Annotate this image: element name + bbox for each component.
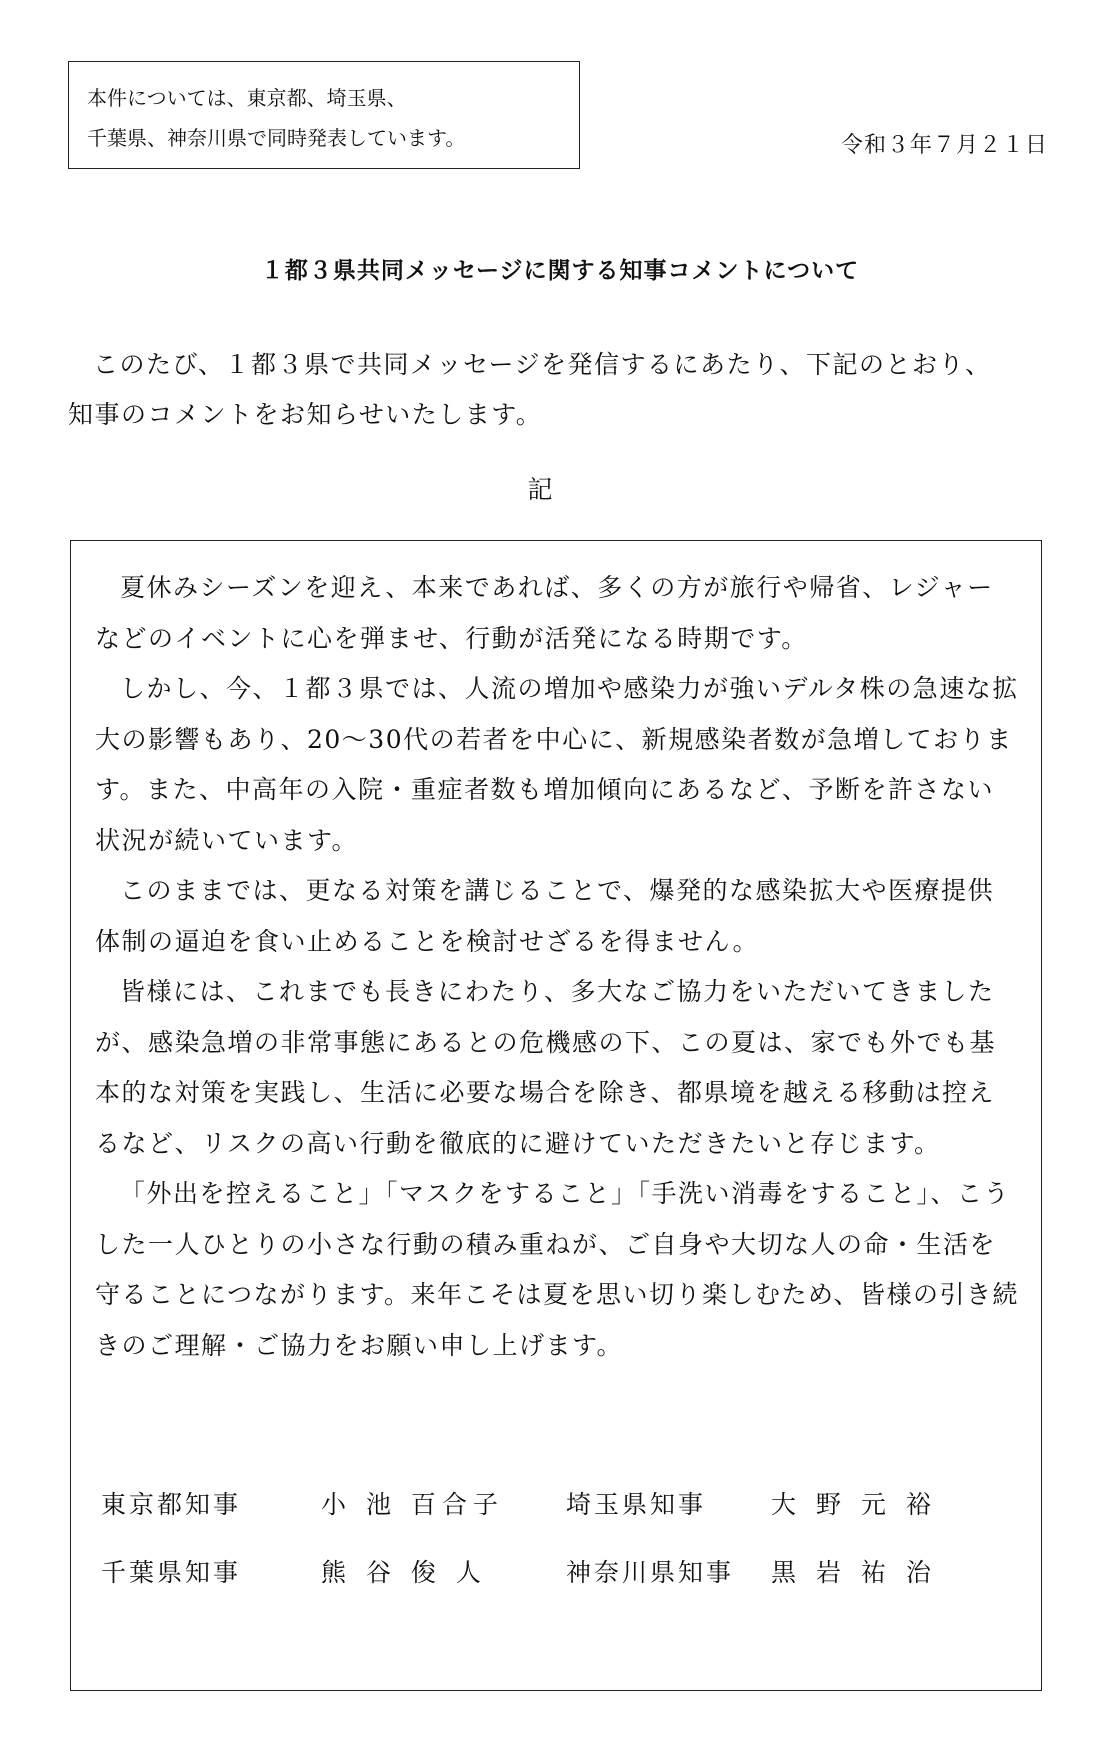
notice-line-2: 千葉県、神奈川県で同時発表しています。 bbox=[87, 126, 466, 150]
signature-row bbox=[101, 1469, 1001, 1537]
notice-box bbox=[68, 61, 580, 169]
intro-paragraph: このたび、１都３県で共同メッセージを発信するにあたり、下記のとおり、知事のコメントをお知らせいたします。 bbox=[68, 350, 992, 429]
signature-name: 大 野 元 裕 bbox=[771, 1490, 937, 1519]
ki-marker: 記 bbox=[527, 475, 553, 504]
signature-title: 東京都知事 bbox=[101, 1490, 242, 1519]
document-title: １都３県共同メッセージに関する知事コメントについて bbox=[260, 258, 860, 284]
signature-title: 神奈川県知事 bbox=[566, 1558, 735, 1587]
notice-line-1: 本件については、東京都、埼玉県、 bbox=[87, 86, 407, 110]
signature-name: 熊 谷 俊 人 bbox=[321, 1558, 487, 1587]
signature-name: 黒 岩 祐 治 bbox=[771, 1558, 937, 1587]
message-paragraph-2: しかし、今、１都３県では、人流の増加や感染力が強いデルタ株の急速な拡大の影響もあり、20～30代の若者を中心に、新規感染者数が急増しております。また、中高年の入院・重症者数も増加傾向にあるなど、予断を許さない状況が続いています。 bbox=[95, 674, 1019, 855]
signature-title: 埼玉県知事 bbox=[566, 1490, 707, 1519]
message-paragraph-5: 「外出を控えること」「マスクをすること」「手洗い消毒をすること」、こうした一人ひとりの小さな行動の積み重ねが、ご自身や大切な人の命・生活を守ることにつながります。来年こそは夏を思い切り楽しむため、皆様の引き続きのご理解・ご協力をお願い申し上げます。 bbox=[95, 1179, 1020, 1360]
signature-row bbox=[101, 1537, 1001, 1605]
message-box bbox=[70, 540, 1042, 1691]
message-paragraph-3: このままでは、更なる対策を講じることで、爆発的な感染拡大や医療提供体制の逼迫を食い止めることを検討せざるを得ません。 bbox=[95, 876, 995, 956]
message-paragraph-1: 夏休みシーズンを迎え、本来であれば、多くの方が旅行や帰省、レジャーなどのイベントに心を弾ませ、行動が活発になる時期です。 bbox=[95, 573, 994, 653]
document-date: 令和３年７月２１日 bbox=[840, 133, 1048, 158]
signatures bbox=[101, 1469, 1001, 1605]
signature-title: 千葉県知事 bbox=[101, 1558, 242, 1587]
message-paragraph-4: 皆様には、これまでも長きにわたり、多大なご協力をいただいてきましたが、感染急増の非常事態にあるとの危機感の下、この夏は、家でも外でも基本的な対策を実践し、生活に必要な場合を除き、都県境を越える移動は控えるなど、リスクの高い行動を徹底的に避けていただきたいと存じます。 bbox=[95, 977, 997, 1158]
signature-name: 小 池 百合子 bbox=[321, 1490, 504, 1519]
